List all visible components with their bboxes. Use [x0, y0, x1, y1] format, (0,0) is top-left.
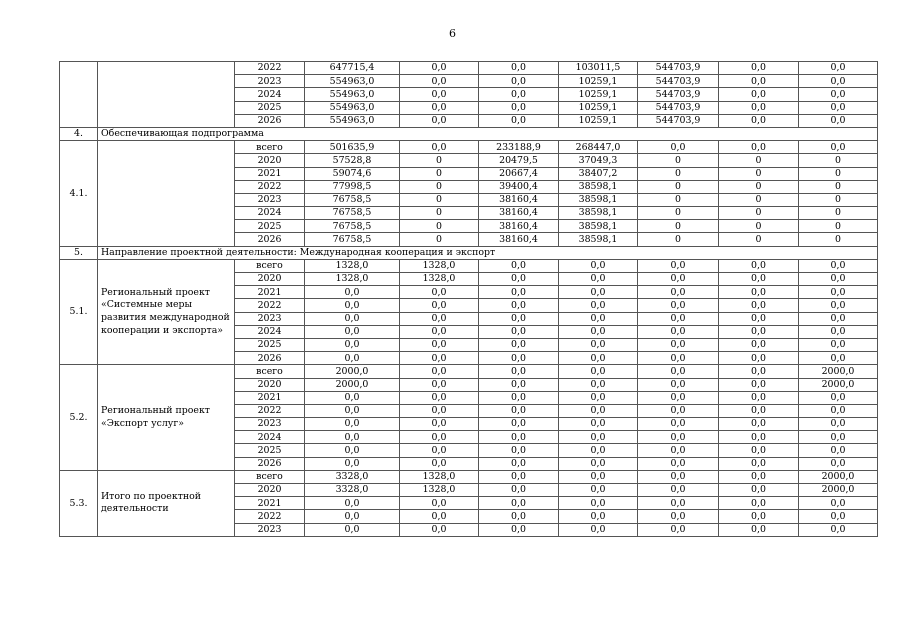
value-cell: 554963,0 — [305, 101, 400, 114]
value-cell: 0,0 — [400, 365, 479, 378]
section-row — [60, 246, 878, 259]
value-cell: 38598,1 — [559, 180, 638, 193]
value-cell: 0 — [719, 180, 799, 193]
value-cell: 0,0 — [305, 325, 400, 338]
year-cell: 2023 — [235, 193, 305, 206]
value-cell: 0,0 — [559, 418, 638, 431]
value-cell: 0 — [638, 233, 719, 246]
year-cell: 2022 — [235, 510, 305, 523]
value-cell: 0,0 — [799, 418, 878, 431]
value-cell: 0,0 — [719, 259, 799, 272]
value-cell: 0,0 — [719, 431, 799, 444]
value-cell: 0,0 — [559, 404, 638, 417]
value-cell: 38160,4 — [479, 193, 559, 206]
value-cell: 0,0 — [479, 286, 559, 299]
value-cell: 0,0 — [799, 431, 878, 444]
table-row — [60, 470, 878, 483]
value-cell: 554963,0 — [305, 75, 400, 88]
year-cell: 2022 — [235, 404, 305, 417]
value-cell: 38598,1 — [559, 220, 638, 233]
year-cell: всего — [235, 365, 305, 378]
value-cell: 2000,0 — [799, 365, 878, 378]
value-cell: 0,0 — [479, 497, 559, 510]
value-cell: 0 — [400, 220, 479, 233]
value-cell: 0,0 — [305, 404, 400, 417]
year-cell: 2023 — [235, 75, 305, 88]
value-cell: 0,0 — [799, 75, 878, 88]
value-cell: 0,0 — [799, 286, 878, 299]
year-cell: 2023 — [235, 418, 305, 431]
value-cell: 0,0 — [799, 497, 878, 510]
year-cell: 2024 — [235, 88, 305, 101]
year-cell: 2024 — [235, 207, 305, 220]
value-cell: 0,0 — [559, 286, 638, 299]
value-cell: 0,0 — [559, 325, 638, 338]
year-cell: 2020 — [235, 378, 305, 391]
value-cell: 1328,0 — [400, 484, 479, 497]
value-cell: 0,0 — [638, 352, 719, 365]
table-row — [60, 141, 878, 154]
value-cell: 0,0 — [719, 325, 799, 338]
value-cell: 0,0 — [479, 510, 559, 523]
value-cell: 544703,9 — [638, 101, 719, 114]
value-cell: 0,0 — [400, 352, 479, 365]
value-cell: 0,0 — [559, 484, 638, 497]
value-cell: 1328,0 — [305, 273, 400, 286]
value-cell: 0,0 — [719, 88, 799, 101]
value-cell: 0,0 — [638, 365, 719, 378]
value-cell: 0,0 — [559, 273, 638, 286]
value-cell: 0,0 — [479, 114, 559, 127]
value-cell: 38598,1 — [559, 233, 638, 246]
value-cell: 0 — [719, 233, 799, 246]
value-cell: 0,0 — [479, 365, 559, 378]
value-cell: 76758,5 — [305, 193, 400, 206]
value-cell: 0,0 — [400, 75, 479, 88]
value-cell: 0,0 — [479, 352, 559, 365]
value-cell: 0,0 — [479, 378, 559, 391]
value-cell: 0,0 — [400, 457, 479, 470]
value-cell: 38160,4 — [479, 220, 559, 233]
value-cell: 0 — [638, 154, 719, 167]
value-cell: 2000,0 — [305, 365, 400, 378]
value-cell: 0,0 — [559, 523, 638, 536]
value-cell: 38598,1 — [559, 193, 638, 206]
value-cell: 0,0 — [559, 352, 638, 365]
value-cell: 0 — [799, 220, 878, 233]
value-cell: 0,0 — [305, 418, 400, 431]
value-cell: 0,0 — [638, 273, 719, 286]
value-cell: 0 — [719, 220, 799, 233]
value-cell: 0,0 — [479, 299, 559, 312]
year-cell: всего — [235, 141, 305, 154]
value-cell: 0,0 — [719, 62, 799, 75]
value-cell: 0 — [400, 207, 479, 220]
value-cell: 544703,9 — [638, 88, 719, 101]
row-name — [98, 141, 235, 247]
value-cell: 0,0 — [719, 286, 799, 299]
value-cell: 0,0 — [719, 444, 799, 457]
value-cell: 0,0 — [400, 141, 479, 154]
value-cell: 0,0 — [559, 378, 638, 391]
value-cell: 76758,5 — [305, 207, 400, 220]
value-cell: 0 — [638, 167, 719, 180]
row-name: Итого по проектной деятельности — [98, 470, 235, 536]
value-cell: 0,0 — [400, 286, 479, 299]
value-cell: 0,0 — [638, 470, 719, 483]
value-cell: 38160,4 — [479, 233, 559, 246]
year-cell: 2026 — [235, 457, 305, 470]
value-cell: 0,0 — [305, 286, 400, 299]
value-cell: 0,0 — [638, 457, 719, 470]
value-cell: 0 — [799, 207, 878, 220]
value-cell: 0,0 — [719, 510, 799, 523]
value-cell: 0,0 — [719, 141, 799, 154]
value-cell: 0,0 — [799, 391, 878, 404]
value-cell: 0,0 — [479, 470, 559, 483]
value-cell: 77998,5 — [305, 180, 400, 193]
value-cell: 0,0 — [305, 444, 400, 457]
value-cell: 0 — [400, 167, 479, 180]
year-cell: 2021 — [235, 167, 305, 180]
value-cell: 0,0 — [305, 523, 400, 536]
value-cell: 1328,0 — [400, 470, 479, 483]
value-cell: 0,0 — [400, 418, 479, 431]
year-cell: всего — [235, 259, 305, 272]
year-cell: 2026 — [235, 114, 305, 127]
row-name: Региональный проект «Экспорт услуг» — [98, 365, 235, 471]
value-cell: 0 — [400, 193, 479, 206]
value-cell: 10259,1 — [559, 75, 638, 88]
value-cell: 0,0 — [719, 378, 799, 391]
value-cell: 0,0 — [719, 523, 799, 536]
value-cell: 0,0 — [719, 497, 799, 510]
value-cell: 38160,4 — [479, 207, 559, 220]
value-cell: 0,0 — [400, 378, 479, 391]
section-title: Обеспечивающая подпрограмма — [98, 127, 878, 140]
value-cell: 0 — [638, 193, 719, 206]
value-cell: 0,0 — [559, 470, 638, 483]
value-cell: 2000,0 — [305, 378, 400, 391]
value-cell: 20479,5 — [479, 154, 559, 167]
value-cell: 0,0 — [638, 444, 719, 457]
value-cell: 0,0 — [799, 141, 878, 154]
value-cell: 38407,2 — [559, 167, 638, 180]
value-cell: 0,0 — [638, 338, 719, 351]
value-cell: 1328,0 — [305, 259, 400, 272]
value-cell: 0,0 — [719, 457, 799, 470]
year-cell: 2020 — [235, 154, 305, 167]
value-cell: 37049,3 — [559, 154, 638, 167]
value-cell: 0,0 — [799, 114, 878, 127]
value-cell: 0,0 — [479, 484, 559, 497]
value-cell: 10259,1 — [559, 88, 638, 101]
value-cell: 0,0 — [638, 484, 719, 497]
value-cell: 0,0 — [479, 312, 559, 325]
value-cell: 0,0 — [638, 286, 719, 299]
section-title: Направление проектной деятельности: Международная кооперация и экспорт — [98, 246, 878, 259]
value-cell: 0,0 — [559, 338, 638, 351]
value-cell: 0 — [799, 167, 878, 180]
value-cell: 38598,1 — [559, 207, 638, 220]
value-cell: 0,0 — [638, 431, 719, 444]
value-cell: 39400,4 — [479, 180, 559, 193]
value-cell: 0,0 — [799, 404, 878, 417]
value-cell: 0,0 — [799, 299, 878, 312]
value-cell: 0,0 — [479, 431, 559, 444]
value-cell: 0,0 — [638, 378, 719, 391]
year-cell: 2021 — [235, 286, 305, 299]
value-cell: 1328,0 — [400, 273, 479, 286]
year-cell: 2025 — [235, 220, 305, 233]
value-cell: 0,0 — [305, 312, 400, 325]
value-cell: 3328,0 — [305, 484, 400, 497]
value-cell: 0,0 — [400, 404, 479, 417]
value-cell: 0,0 — [559, 365, 638, 378]
value-cell: 0,0 — [638, 325, 719, 338]
budget-table — [59, 61, 878, 537]
value-cell: 0,0 — [799, 273, 878, 286]
value-cell: 0,0 — [638, 404, 719, 417]
value-cell: 0,0 — [400, 88, 479, 101]
value-cell: 0,0 — [719, 470, 799, 483]
value-cell: 57528,8 — [305, 154, 400, 167]
value-cell: 0,0 — [799, 352, 878, 365]
value-cell: 0 — [719, 207, 799, 220]
value-cell: 0,0 — [479, 418, 559, 431]
value-cell: 0,0 — [799, 510, 878, 523]
value-cell: 0,0 — [305, 352, 400, 365]
value-cell: 0,0 — [400, 431, 479, 444]
value-cell: 0,0 — [479, 75, 559, 88]
value-cell: 233188,9 — [479, 141, 559, 154]
value-cell: 0 — [400, 233, 479, 246]
value-cell: 0 — [719, 193, 799, 206]
year-cell: 2025 — [235, 338, 305, 351]
value-cell: 0 — [719, 167, 799, 180]
value-cell: 0,0 — [559, 457, 638, 470]
value-cell: 0,0 — [719, 101, 799, 114]
value-cell: 0,0 — [719, 75, 799, 88]
value-cell: 0,0 — [719, 391, 799, 404]
value-cell: 0,0 — [559, 510, 638, 523]
value-cell: 0,0 — [479, 444, 559, 457]
value-cell: 0,0 — [559, 444, 638, 457]
value-cell: 0,0 — [479, 338, 559, 351]
value-cell: 0 — [799, 180, 878, 193]
section-row — [60, 127, 878, 140]
row-index: 4.1. — [60, 141, 98, 247]
value-cell: 0,0 — [559, 312, 638, 325]
value-cell: 0,0 — [719, 114, 799, 127]
value-cell: 0,0 — [479, 325, 559, 338]
year-cell: 2024 — [235, 431, 305, 444]
value-cell: 0,0 — [305, 391, 400, 404]
value-cell: 0 — [638, 220, 719, 233]
value-cell: 554963,0 — [305, 114, 400, 127]
value-cell: 0,0 — [638, 299, 719, 312]
value-cell: 0,0 — [799, 88, 878, 101]
value-cell: 0,0 — [799, 259, 878, 272]
table-row — [60, 259, 878, 272]
value-cell: 0 — [638, 180, 719, 193]
value-cell: 0,0 — [559, 497, 638, 510]
value-cell: 0,0 — [799, 444, 878, 457]
value-cell: 0,0 — [638, 523, 719, 536]
value-cell: 0,0 — [799, 325, 878, 338]
value-cell: 268447,0 — [559, 141, 638, 154]
table-body — [60, 62, 878, 537]
value-cell: 544703,9 — [638, 114, 719, 127]
year-cell: 2020 — [235, 273, 305, 286]
value-cell: 0,0 — [400, 114, 479, 127]
value-cell: 0,0 — [799, 62, 878, 75]
year-cell: 2022 — [235, 180, 305, 193]
year-cell: 2025 — [235, 101, 305, 114]
value-cell: 0 — [638, 207, 719, 220]
year-cell: 2026 — [235, 233, 305, 246]
value-cell: 0,0 — [305, 457, 400, 470]
value-cell: 0,0 — [719, 365, 799, 378]
value-cell: 0 — [400, 154, 479, 167]
value-cell: 0,0 — [799, 338, 878, 351]
value-cell: 0,0 — [719, 418, 799, 431]
value-cell: 0,0 — [799, 523, 878, 536]
value-cell: 0,0 — [638, 391, 719, 404]
value-cell: 0,0 — [479, 88, 559, 101]
value-cell: 0 — [400, 180, 479, 193]
value-cell: 0,0 — [400, 312, 479, 325]
section-index: 5. — [60, 246, 98, 259]
value-cell: 0 — [799, 193, 878, 206]
year-cell: 2022 — [235, 299, 305, 312]
value-cell: 103011,5 — [559, 62, 638, 75]
row-index: 5.2. — [60, 365, 98, 471]
value-cell: 3328,0 — [305, 470, 400, 483]
value-cell: 0 — [719, 154, 799, 167]
value-cell: 0,0 — [479, 62, 559, 75]
value-cell: 59074,6 — [305, 167, 400, 180]
value-cell: 0,0 — [305, 510, 400, 523]
row-name — [98, 62, 235, 128]
value-cell: 544703,9 — [638, 62, 719, 75]
row-index: 5.1. — [60, 259, 98, 365]
value-cell: 0,0 — [638, 510, 719, 523]
value-cell: 0,0 — [638, 141, 719, 154]
value-cell: 0,0 — [400, 497, 479, 510]
row-index — [60, 62, 98, 128]
row-index: 5.3. — [60, 470, 98, 536]
value-cell: 501635,9 — [305, 141, 400, 154]
value-cell: 2000,0 — [799, 484, 878, 497]
value-cell: 0,0 — [559, 299, 638, 312]
value-cell: 0,0 — [400, 299, 479, 312]
table-row — [60, 62, 878, 75]
value-cell: 10259,1 — [559, 114, 638, 127]
year-cell: всего — [235, 470, 305, 483]
value-cell: 0,0 — [479, 259, 559, 272]
value-cell: 0,0 — [400, 338, 479, 351]
value-cell: 0,0 — [305, 497, 400, 510]
value-cell: 1328,0 — [400, 259, 479, 272]
value-cell: 0,0 — [479, 391, 559, 404]
value-cell: 0,0 — [479, 101, 559, 114]
year-cell: 2022 — [235, 62, 305, 75]
year-cell: 2023 — [235, 312, 305, 325]
value-cell: 2000,0 — [799, 378, 878, 391]
value-cell: 76758,5 — [305, 220, 400, 233]
value-cell: 554963,0 — [305, 88, 400, 101]
value-cell: 0,0 — [305, 299, 400, 312]
value-cell: 0,0 — [719, 338, 799, 351]
row-name: Региональный проект «Системные меры развития международной кооперации и экспорта» — [98, 259, 235, 365]
value-cell: 0,0 — [719, 312, 799, 325]
year-cell: 2024 — [235, 325, 305, 338]
value-cell: 0,0 — [479, 523, 559, 536]
year-cell: 2023 — [235, 523, 305, 536]
value-cell: 0,0 — [305, 338, 400, 351]
value-cell: 0,0 — [638, 497, 719, 510]
value-cell: 647715,4 — [305, 62, 400, 75]
value-cell: 0,0 — [638, 418, 719, 431]
value-cell: 0,0 — [719, 299, 799, 312]
value-cell: 0,0 — [400, 510, 479, 523]
value-cell: 0,0 — [559, 431, 638, 444]
value-cell: 0,0 — [719, 352, 799, 365]
value-cell: 0,0 — [400, 325, 479, 338]
value-cell: 0,0 — [719, 484, 799, 497]
value-cell: 0,0 — [719, 404, 799, 417]
value-cell: 0,0 — [400, 62, 479, 75]
year-cell: 2021 — [235, 391, 305, 404]
value-cell: 0,0 — [400, 444, 479, 457]
value-cell: 0,0 — [799, 312, 878, 325]
value-cell: 0,0 — [400, 523, 479, 536]
year-cell: 2025 — [235, 444, 305, 457]
value-cell: 0,0 — [559, 391, 638, 404]
value-cell: 20667,4 — [479, 167, 559, 180]
section-index: 4. — [60, 127, 98, 140]
year-cell: 2026 — [235, 352, 305, 365]
value-cell: 0,0 — [638, 312, 719, 325]
page-number: 6 — [449, 27, 456, 40]
year-cell: 2021 — [235, 497, 305, 510]
value-cell: 0,0 — [400, 101, 479, 114]
value-cell: 0,0 — [305, 431, 400, 444]
year-cell: 2020 — [235, 484, 305, 497]
value-cell: 10259,1 — [559, 101, 638, 114]
value-cell: 2000,0 — [799, 470, 878, 483]
value-cell: 0,0 — [719, 273, 799, 286]
value-cell: 0,0 — [799, 457, 878, 470]
value-cell: 0,0 — [638, 259, 719, 272]
value-cell: 0,0 — [400, 391, 479, 404]
value-cell: 0,0 — [559, 259, 638, 272]
value-cell: 0,0 — [479, 404, 559, 417]
value-cell: 0,0 — [479, 273, 559, 286]
value-cell: 544703,9 — [638, 75, 719, 88]
value-cell: 0 — [799, 154, 878, 167]
value-cell: 0,0 — [799, 101, 878, 114]
table-row — [60, 365, 878, 378]
value-cell: 0 — [799, 233, 878, 246]
value-cell: 0,0 — [479, 457, 559, 470]
value-cell: 76758,5 — [305, 233, 400, 246]
